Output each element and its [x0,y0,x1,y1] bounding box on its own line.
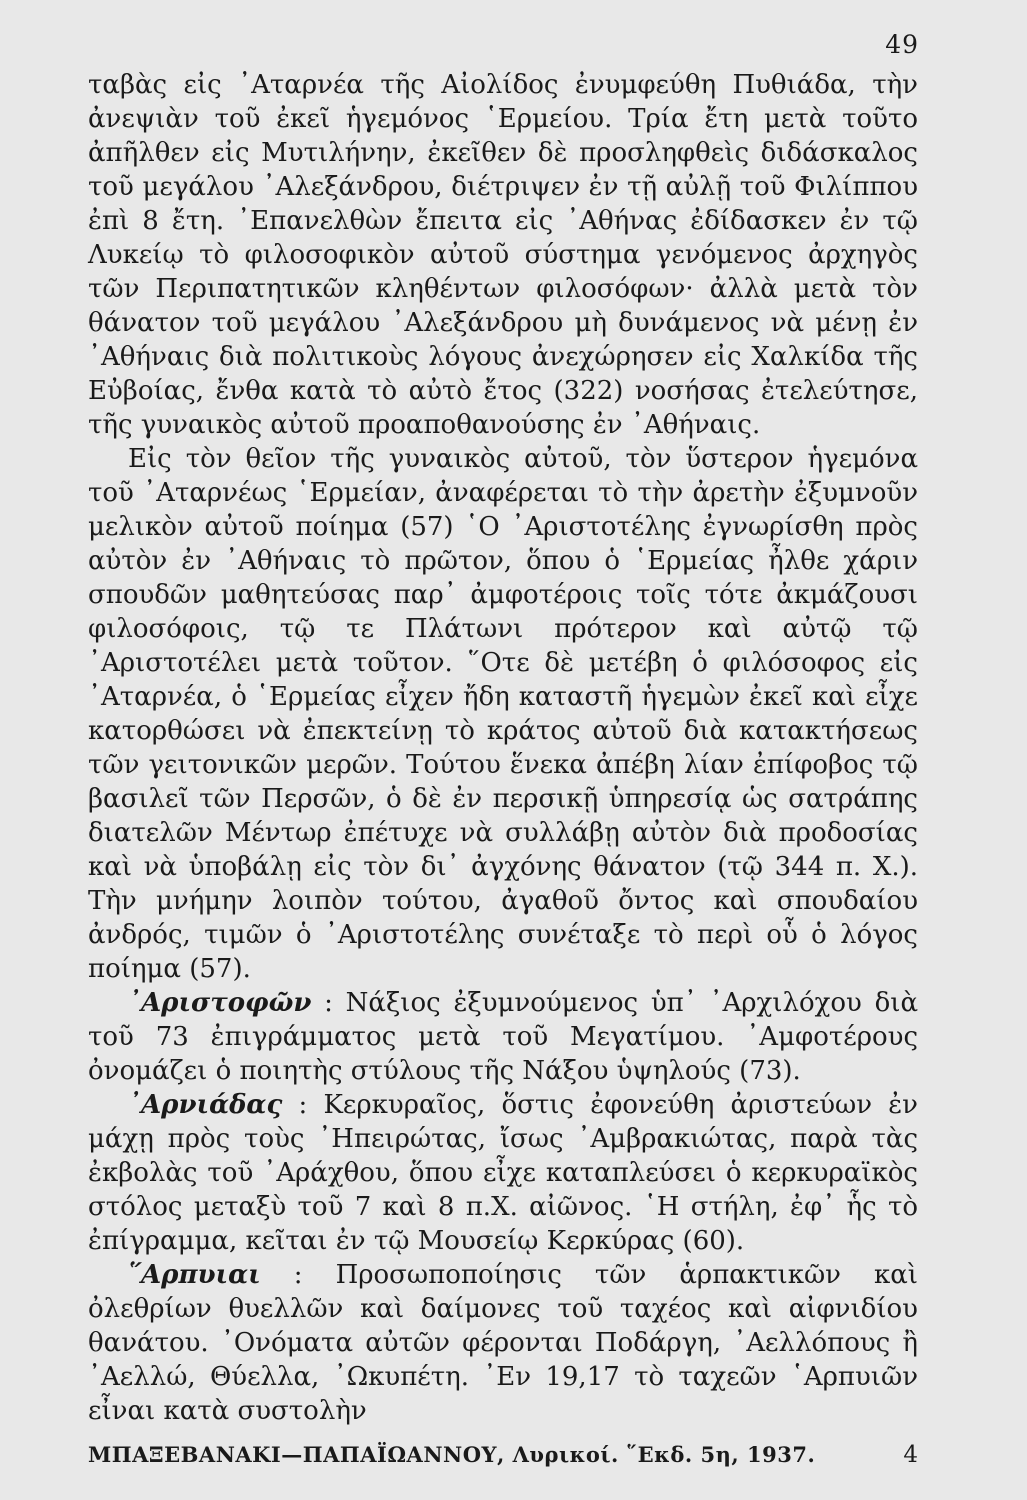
page-body [88,68,918,1428]
signature-mark: 4 [903,1442,918,1468]
entry-text: : Κερκυραῖος, ὅστις ἐφονεύθη ἀριστεύων ἐν μάχῃ πρὸς τοὺς ᾿Ηπειρώτας, ἴσως ᾿Αμβρακιώτας, παρὰ τὰς ἐκβολὰς τοῦ ᾿Αράχθου, ὅπου εἶχε καταπλεύσει ὁ κερκυραϊκὸς στόλος μεταξὺ τοῦ 7 καὶ 8 π.Χ. αἰῶνος. ῾Η στήλη, ἐφ᾿ ἧς τὸ ἐπίγραμμα, κεῖται ἐν τῷ Μουσείῳ Κερκύρας (60). [88,1090,918,1256]
entry-arniadas [88,1088,918,1258]
entry-headword: ᾿Αριστοφῶν [128,988,312,1018]
footer-credit: ΜΠΑΞΕΒΑΝΑΚΙ—ΠΑΠΑΪΩΑΝΝΟΥ, Λυρικοί. ῞Εκδ. 5η, 1937. [88,1442,816,1467]
entry-text: : Προσωποποίησις τῶν ἁρπακτικῶν καὶ ὀλεθρίων θυελλῶν καὶ δαίμονες τοῦ ταχέος καὶ αἰφνιδίου θανάτου. ᾿Ονόματα αὐτῶν φέρονται Ποδάργη, ᾿Αελλόπους ἢ ᾿Αελλώ, Θύελλα, ᾿Ωκυπέτη. ᾿Εν 19,17 τὸ ταχεῶν ῾Αρπυιῶν εἶναι κατὰ συστολὴν [88,1260,918,1426]
page-footer [88,1442,918,1468]
entry-aristophon [88,986,918,1088]
paragraph-hermeias: Εἰς τὸν θεῖον τῆς γυναικὸς αὐτοῦ, τὸν ὕστερον ἡγεμόνα τοῦ ᾿Αταρνέως ῾Ερμείαν, ἀναφέρεται τὸ τὴν ἀρετὴν ἐξυμνοῦν μελικὸν αὐτοῦ ποίημα (57) ῾Ο ᾿Αριστοτέλης ἐγνωρίσθη πρὸς αὐτὸν ἐν ᾿Αθήναις τὸ πρῶτον, ὅπου ὁ ῾Ερμείας ἦλθε χάριν σπουδῶν μαθητεύσας παρ᾿ ἀμφοτέροις τοῖς τότε ἀκμάζουσι φιλοσόφοις, τῷ τε Πλάτωνι πρότερον καὶ αὐτῷ τῷ ᾿Αριστοτέλει μετὰ τοῦτον. ῞Οτε δὲ μετέβη ὁ φιλόσοφος εἰς ᾿Αταρνέα, ὁ ῾Ερμείας εἶχεν ἤδη καταστῆ ἡγεμὼν ἐκεῖ καὶ εἶχε κατορθώσει νὰ ἐπεκτείνῃ τὸ κράτος αὐτοῦ διὰ κατακτήσεως τῶν γειτονικῶν μερῶν. Τούτου ἕνεκα ἀπέβη λίαν ἐπίφοβος τῷ βασιλεῖ τῶν Περσῶν, ὁ δὲ ἐν περσικῇ ὑπηρεσίᾳ ὡς σατράπης διατελῶν Μέντωρ ἐπέτυχε νὰ συλλάβῃ αὐτὸν διὰ προδοσίας καὶ νὰ ὑποβάλῃ εἰς τὸν δι᾿ ἀγχόνης θάνατον (τῷ 344 π. Χ.). Τὴν μνήμην λοιπὸν τούτου, ἀγαθοῦ ὄντος καὶ σπουδαίου ἀνδρός, τιμῶν ὁ ᾿Αριστοτέλης συνέταξε τὸ περὶ οὗ ὁ λόγος ποίημα (57). [88,444,918,984]
entry-headword: ῞Αρπυιαι [128,1260,261,1290]
page-number: 49 [885,30,919,59]
entry-headword: ᾿Αρνιάδας [128,1090,283,1120]
paragraph-aristotle-life: ταβὰς εἰς ᾿Αταρνέα τῆς Αἰολίδος ἐνυμφεύθη Πυθιάδα, τὴν ἀνεψιὰν τοῦ ἐκεῖ ἡγεμόνος ῾Ερμείου. Τρία ἔτη μετὰ τοῦτο ἀπῆλθεν εἰς Μυτιλήνην, ἐκεῖθεν δὲ προσληφθεὶς διδάσκαλος τοῦ μεγάλου ᾿Αλεξάνδρου, διέτριψεν ἐν τῇ αὐλῇ τοῦ Φιλίππου ἐπὶ 8 ἔτη. ᾿Επανελθὼν ἔπειτα εἰς ᾿Αθήνας ἐδίδασκεν ἐν τῷ Λυκείῳ τὸ φιλοσοφικὸν αὐτοῦ σύστημα γενόμενος ἀρχηγὸς τῶν Περιπατητικῶν κληθέντων φιλοσόφων· ἀλλὰ μετὰ τὸν θάνατον τοῦ μεγάλου ᾿Αλεξάνδρου μὴ δυνάμενος νὰ μένῃ ἐν ᾿Αθήναις διὰ πολιτικοὺς λόγους ἀνεχώρησεν εἰς Χαλκίδα τῆς Εὐβοίας, ἔνθα κατὰ τὸ αὐτὸ ἔτος (322) νοσήσας ἐτελεύτησε, τῆς γυναικὸς αὐτοῦ προαποθανούσης ἐν ᾿Αθήναις. [88,70,918,440]
entry-harpyiai [88,1258,918,1428]
entry-text: : Νάξιος ἐξυμνούμενος ὑπ᾿ ᾿Αρχιλόχου διὰ τοῦ 73 ἐπιγράμματος μετὰ τοῦ Μεγατίμου. ᾿Αμφοτέρους ὀνομάζει ὁ ποιητὴς στύλους τῆς Νάξου ὑψηλούς (73). [88,988,918,1086]
